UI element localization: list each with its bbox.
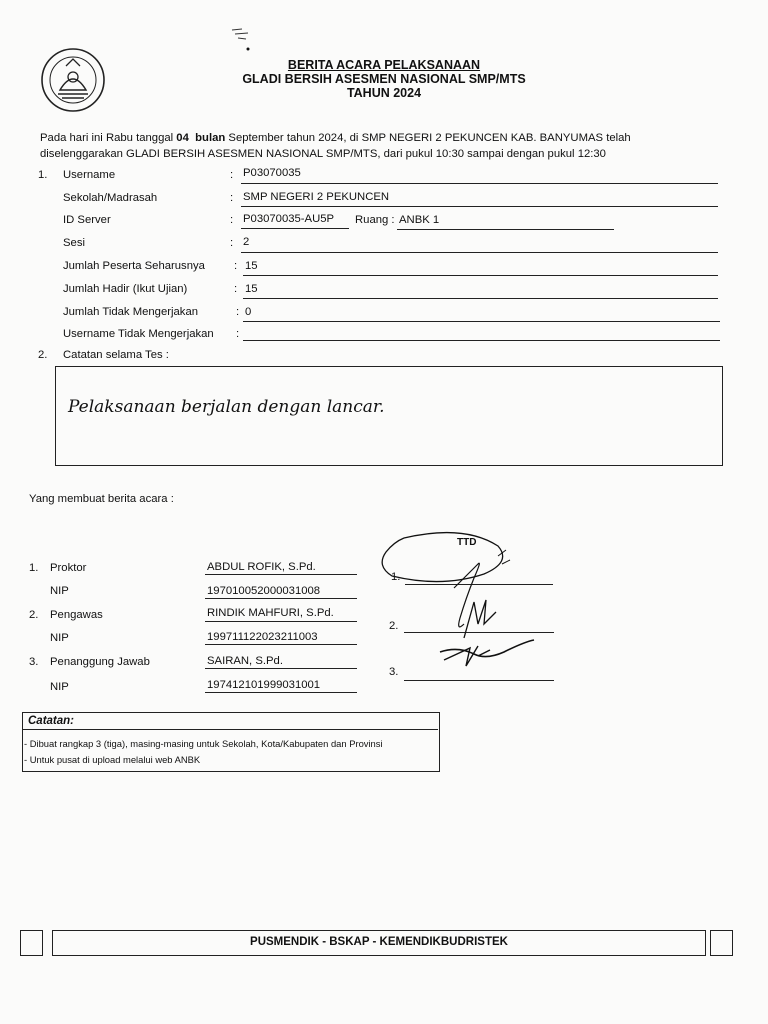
footer-banner	[52, 930, 706, 956]
signer-2-number: 2.	[29, 609, 39, 621]
field-label-ruang: Ruang :	[355, 214, 395, 226]
signer-2-nip-label: NIP	[50, 632, 69, 644]
signers-heading: Yang membuat berita acara :	[29, 493, 174, 505]
signer-3-nip-label: NIP	[50, 681, 69, 693]
field-label-username: Username	[63, 169, 116, 181]
notes-box	[55, 366, 723, 466]
field-value-ruang: ANBK 1	[399, 214, 440, 226]
section-2-number: 2.	[38, 349, 48, 361]
field-label-jumlah-hadir: Jumlah Hadir (Ikut Ujian)	[63, 283, 188, 295]
intro-line-1	[40, 130, 730, 147]
intro-text-rest: September tahun 2024, di SMP NEGERI 2 PEKUNCEN KAB. BANYUMAS telah	[228, 132, 631, 144]
field-label-tidak-mengerjakan: Jumlah Tidak Mengerjakan	[63, 306, 199, 318]
scribble-mark	[228, 24, 258, 52]
signer-3-nip: 197412101999031001	[207, 679, 321, 691]
footer-left-square	[20, 930, 43, 956]
signer-3-name: SAIRAN, S.Pd.	[207, 655, 283, 667]
field-label-username-tidak-mengerjakan: Username Tidak Mengerjakan	[63, 328, 214, 340]
field-label-sekolah: Sekolah/Madrasah	[63, 192, 158, 204]
section-1-number: 1.	[38, 169, 48, 181]
sign-line-3-number: 3.	[389, 666, 399, 678]
catatan-box	[22, 712, 440, 772]
sign-line-2-number: 2.	[389, 620, 399, 632]
field-value-username: P03070035	[243, 167, 301, 179]
section-2-label: Catatan selama Tes :	[63, 349, 169, 361]
sign-line-1-number: 1.	[391, 571, 401, 583]
signer-2-name: RINDIK MAHFURI, S.Pd.	[207, 607, 334, 619]
signer-1-name: ABDUL ROFIK, S.Pd.	[207, 561, 316, 573]
signer-1-number: 1.	[29, 562, 39, 574]
field-value-id-server: P03070035-AU5P	[243, 213, 335, 225]
signer-2-nip: 199711122023211003	[207, 631, 318, 643]
ttd-label: TTD	[457, 537, 477, 548]
intro-date-day: 04	[176, 132, 189, 144]
catatan-line-1: - Dibuat rangkap 3 (tiga), masing-masing untuk Sekolah, Kota/Kabupaten dan Provinsi	[24, 738, 383, 749]
footer-text: PUSMENDIK - BSKAP - KEMENDIKBUDRISTEK	[250, 936, 508, 948]
handwritten-note: Pelaksanaan berjalan dengan lancar.	[68, 397, 385, 417]
signer-1-role: Proktor	[50, 562, 87, 574]
intro-text-start: Pada hari ini Rabu tanggal	[40, 132, 174, 144]
catatan-title: Catatan:	[28, 715, 75, 727]
intro-line-2: diselenggarakan GLADI BERSIH ASESMEN NASIONAL SMP/MTS, dari pukul 10:30 sampai dengan pukul 12:30	[40, 148, 606, 160]
signer-1-nip: 197010052000031008	[207, 585, 321, 597]
title-line-2: GLADI BERSIH ASESMEN NASIONAL SMP/MTS	[242, 72, 526, 86]
field-label-jumlah-peserta: Jumlah Peserta Seharusnya	[63, 260, 205, 272]
title-line-3: TAHUN 2024	[346, 86, 422, 100]
field-label-sesi: Sesi	[63, 237, 85, 249]
field-value-sesi: 2	[243, 236, 250, 248]
signer-2-role: Pengawas	[50, 609, 103, 621]
signer-3-number: 3.	[29, 656, 39, 668]
field-value-jumlah-peserta: 15	[245, 260, 258, 272]
field-label-id-server: ID Server	[63, 214, 111, 226]
field-value-jumlah-hadir: 15	[245, 283, 258, 295]
field-value-tidak-mengerjakan: 0	[245, 306, 252, 318]
intro-bulan: bulan	[195, 132, 226, 144]
field-value-sekolah: SMP NEGERI 2 PEKUNCEN	[243, 191, 390, 203]
signer-1-nip-label: NIP	[50, 585, 69, 597]
footer-right-square	[710, 930, 733, 956]
title-line-1: BERITA ACARA PELAKSANAAN	[287, 58, 481, 72]
catatan-line-2: - Untuk pusat di upload melalui web ANBK	[24, 754, 201, 765]
signature-marks	[374, 528, 560, 678]
signer-3-role: Penanggung Jawab	[50, 656, 150, 668]
